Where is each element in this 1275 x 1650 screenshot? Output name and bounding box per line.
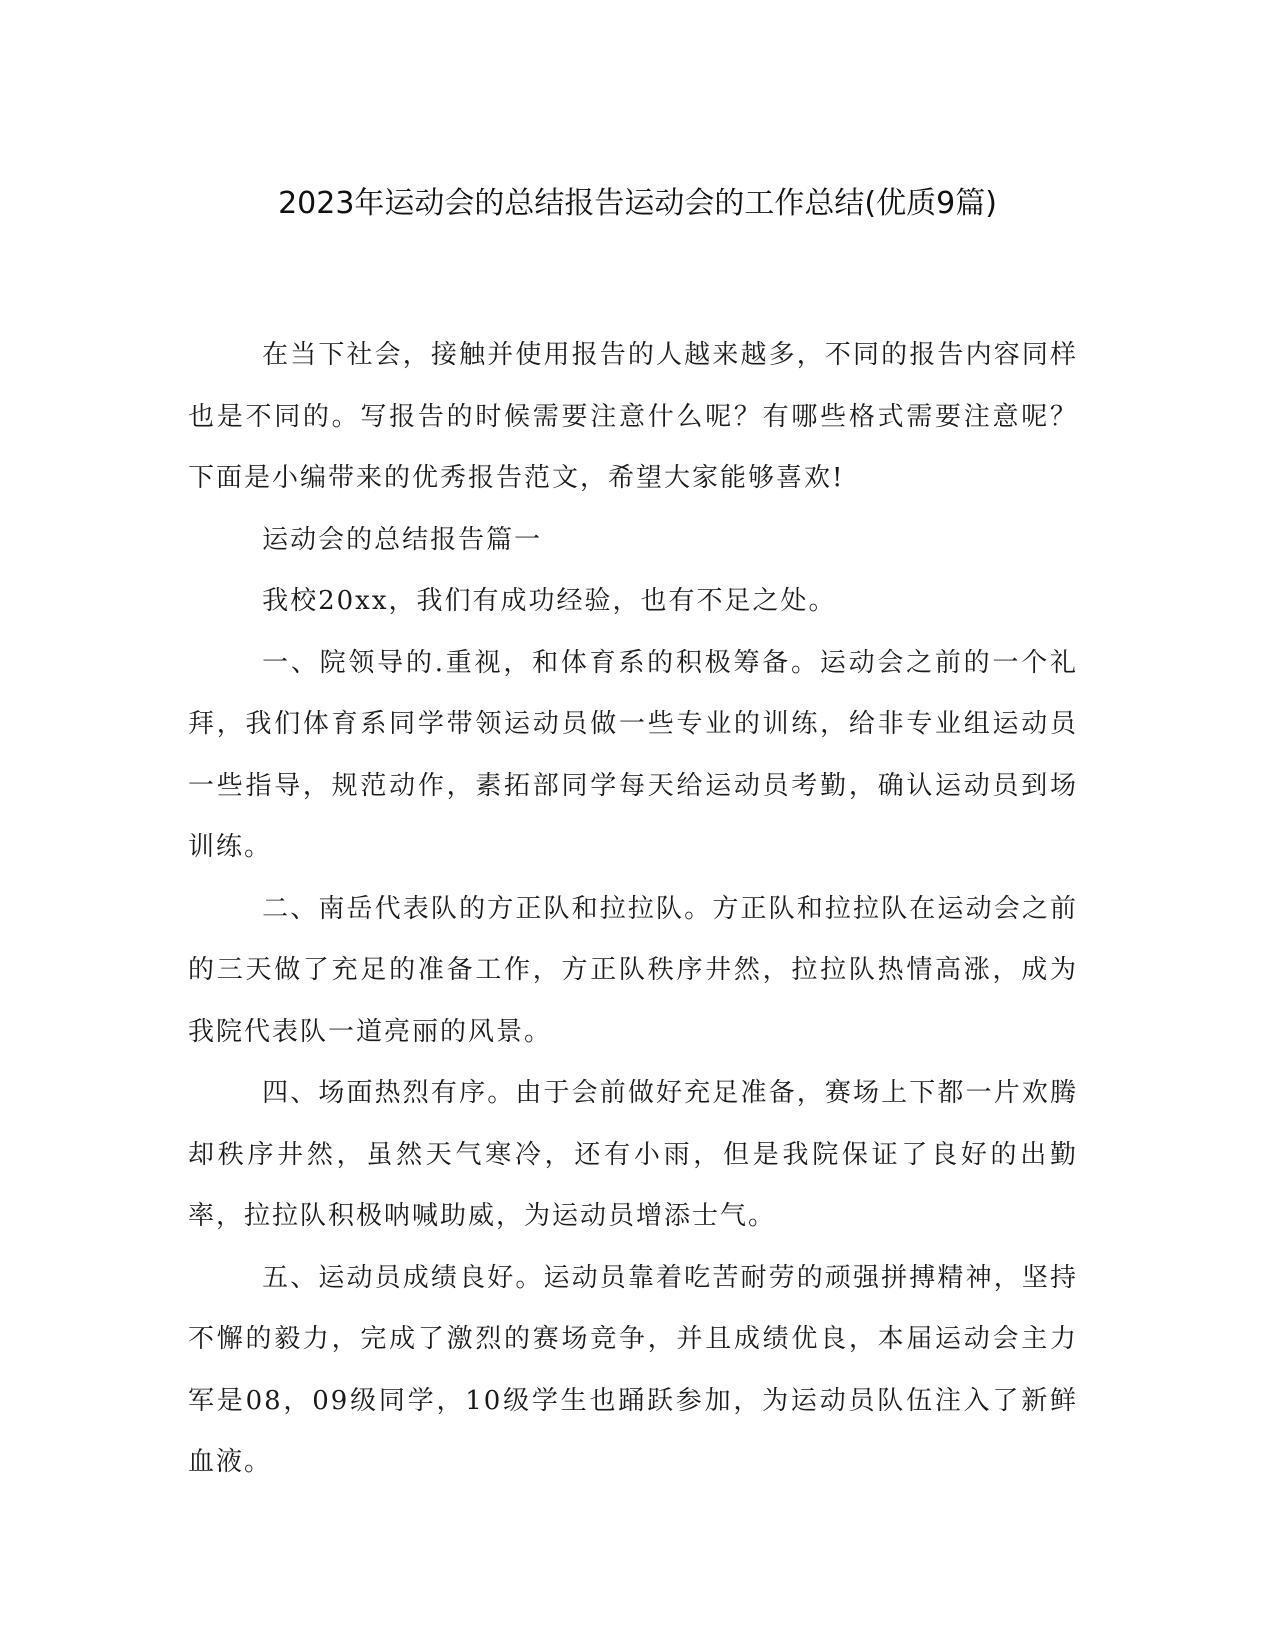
body-paragraph: 四、场面热烈有序。由于会前做好充足准备，赛场上下都一片欢腾却秩序井然，虽然天气寒冷，还有小雨，但是我院保证了良好的出勤率，拉拉队积极呐喊助威，为运动员增添士气。	[188, 1078, 1078, 1231]
body-paragraph: 一、院领导的.重视，和体育系的积极筹备。运动会之前的一个礼拜，我们体育系同学带领运动员做一些专业的训练，给非专业组运动员一些指导，规范动作，素拓部同学每天给运动员考勤，确认运动员到场训练。	[188, 647, 1078, 862]
body-paragraph: 五、运动员成绩良好。运动员靠着吃苦耐劳的顽强拼搏精神，坚持不懈的毅力，完成了激烈的赛场竞争，并且成绩优良，本届运动会主力军是08，09级同学，10级学生也踊跃参加，为运动员队伍注入了新鲜血液。	[188, 1262, 1078, 1477]
body-paragraph: 我校20xx，我们有成功经验，也有不足之处。	[262, 586, 837, 616]
section-heading: 运动会的总结报告篇一	[262, 524, 543, 555]
document-body	[188, 325, 1078, 1494]
intro-paragraph: 在当下社会，接触并使用报告的人越来越多，不同的报告内容同样也是不同的。写报告的时候需要注意什么呢？有哪些格式需要注意呢？下面是小编带来的优秀报告范文，希望大家能够喜欢!	[188, 340, 1078, 493]
document-title: 2023年运动会的总结报告运动会的工作总结(优质9篇)	[278, 186, 997, 221]
body-paragraph: 二、南岳代表队的方正队和拉拉队。方正队和拉拉队在运动会之前的三天做了充足的准备工作，方正队秩序井然，拉拉队热情高涨，成为我院代表队一道亮丽的风景。	[188, 893, 1078, 1047]
